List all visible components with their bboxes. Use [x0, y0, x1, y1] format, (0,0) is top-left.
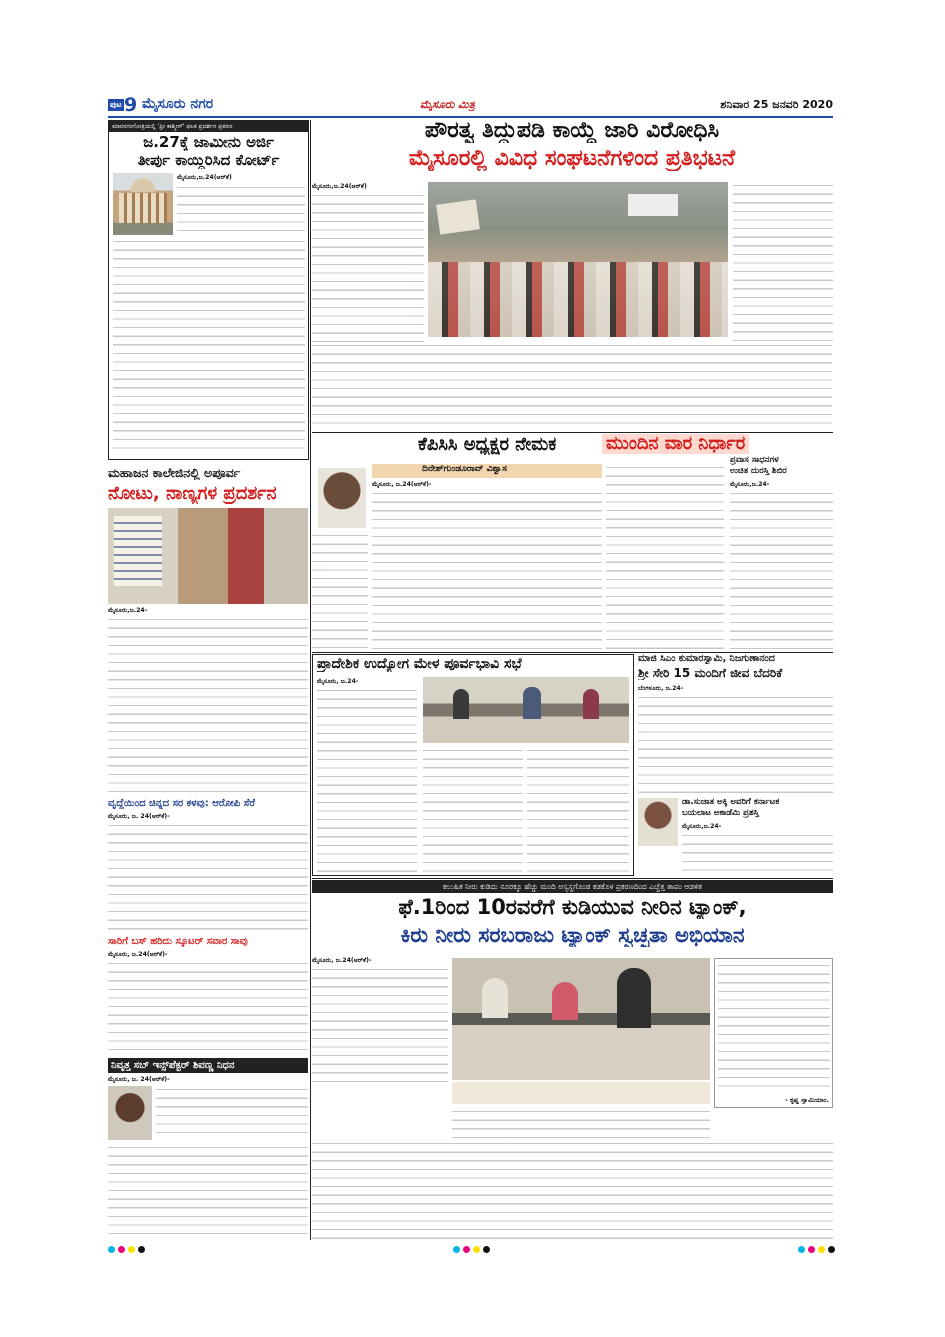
cm-dateline: ಬೆಂಗಳೂರು, ಜ.24-	[638, 685, 684, 692]
elderly-dateline: ಮೈಸೂರು, ಜ. 24(ಆರ್‌ಕೆ)-	[108, 813, 170, 820]
section-name: ಮೈಸೂರು ನಗರ	[142, 97, 214, 112]
kpcc-dateline: ಮೈಸೂರು, ಜ.24(ಆರ್‌ಕೆ)-	[372, 481, 432, 488]
registration-dot-magenta-3	[808, 1246, 815, 1253]
court-building-photo	[113, 173, 173, 235]
water-photo-caption-bar	[452, 1082, 710, 1104]
caa-headline-1: ಪೌರತ್ವ ತಿದ್ದುಪಡಿ ಕಾಯ್ದೆ ಜಾರಿ ವಿರೋಧಿಸಿ	[424, 119, 720, 143]
court-story	[108, 120, 309, 460]
caa-dateline: ಮೈಸೂರು,ಜ.24(ಆರ್‌ಕೆ)	[312, 183, 367, 190]
page-number: 9	[124, 95, 138, 116]
elderly-headline: ವೃದ್ಧೆಯಿಂದ ಚಿನ್ನದ ಸರ ಕಳವು: ಆರೋಪಿ ಸೆರೆ	[108, 798, 256, 809]
court-headline-1: ಜ.27ಕ್ಕೆ ಜಾಮೀನು ಅರ್ಜಿ	[143, 134, 274, 151]
court-headline-2: ತೀರ್ಪು ಕಾಯ್ದಿರಿಸಿದ ಕೋರ್ಟ್	[137, 152, 280, 169]
award-headline-1: ಡಾ.ಸುಜಾತ ಅಕ್ಕಿ ಅವರಿಗೆ ಕರ್ನಾಟಕ	[682, 798, 780, 807]
caa-body-bottom	[312, 342, 832, 430]
kpcc-portrait	[318, 468, 366, 528]
registration-dot-cyan	[108, 1246, 115, 1253]
kpcc-body-right	[606, 464, 724, 650]
obituary-headline: ನಿವೃತ್ತ ಸಬ್ ಇನ್ಸ್‌ಪೆಕ್ಟರ್ ಶಿವಣ್ಣ ನಿಧನ	[108, 1058, 308, 1073]
water-headline-1: ಫೆ.1ರಿಂದ 10ರವರೆಗೆ ಕುಡಿಯುವ ನೀರಿನ ಟ್ಯಾಂಕ್,	[398, 896, 747, 919]
accident-story	[108, 936, 308, 1056]
rule-mid	[312, 432, 833, 433]
cm-headline-1: ಮಾಜಿ ಸಿಎಂ ಕುಮಾರಸ್ವಾಮಿ, ನಿಜಗುಣಾನಂದ	[638, 654, 775, 664]
jobfair-headline: ಪ್ರಾದೇಶಿಕ ಉದ್ಯೋಗ ಮೇಳ ಪೂರ್ವಭಾವಿ ಸಭೆ	[317, 657, 522, 672]
accident-headline: ಸಾರಿಗೆ ಬಸ್ ಹರಿದು ಸ್ಕೂಟರ್ ಸವಾರ ಸಾವು	[108, 936, 248, 947]
kpcc-body-left	[312, 532, 368, 650]
award-box	[638, 798, 833, 876]
water-kicker-text: ಕಲುಷಿತ ನೀರು ಕುಡಿದು ನೂರಕ್ಕೂ ಹೆಚ್ಚು ಮಂದಿ ಅಸ್ವಸ್ಥಗೊಂಡ ಕಡಕೊಳ ಪ್ರಕರಣದಿಂದ ಎಚ್ಚೆತ್ತ ತಾಪಂ ಆಡಳಿತ	[442, 882, 703, 891]
kpcc-headline-box	[312, 434, 832, 458]
award-portrait	[638, 798, 678, 846]
elderly-story	[108, 798, 308, 934]
kpcc-quote-banner	[372, 464, 602, 478]
water-body-col1	[312, 966, 448, 1088]
registration-dot-black-3	[828, 1246, 835, 1253]
registration-dot-cyan-3	[798, 1246, 805, 1253]
rule-jobfair-top	[312, 652, 833, 653]
exhibition-photo	[108, 508, 308, 604]
registration-dot-yellow-2	[473, 1246, 480, 1253]
exhibition-headline-2: ನೋಟು, ನಾಣ್ಯಗಳ ಪ್ರದರ್ಶನ	[108, 484, 277, 504]
kpcc-body	[372, 490, 602, 650]
caa-protest-photo	[428, 182, 728, 337]
caa-body-col1	[312, 182, 424, 342]
jobfair-dateline: ಮೈಸೂರು, ಜ.24-	[317, 678, 359, 685]
obituary-portrait	[108, 1086, 152, 1140]
registration-dot-black-2	[483, 1246, 490, 1253]
transport-story	[730, 456, 833, 652]
exhibition-headline-1: ಮಹಾಜನ ಕಾಲೇಜಿನಲ್ಲಿ ಅಪೂರ್ವ	[108, 466, 241, 480]
exhibition-dateline: ಮೈಸೂರು,ಜ.24-	[108, 607, 148, 614]
registration-dot-black	[138, 1246, 145, 1253]
cm-story	[638, 654, 833, 876]
transport-headline-2: ಉಚಿತ ದುರಸ್ತಿ ಶಿಬಿರ	[730, 467, 787, 476]
water-dateline: ಮೈಸೂರು, ಜ.24(ಆರ್‌ಕೆ)-	[312, 957, 372, 964]
registration-dot-cyan-2	[453, 1246, 460, 1253]
registration-dot-magenta	[118, 1246, 125, 1253]
exhibition-story	[108, 466, 308, 796]
court-dateline: ಮೈಸೂರು,ಜ.24(ಆರ್‌ಕೆ)	[177, 174, 232, 181]
water-kicker	[312, 880, 833, 893]
kpcc-headline-1: ಕೆಪಿಸಿಸಿ ಅಧ್ಯಕ್ಷರ ನೇಮಕ	[418, 435, 557, 455]
rule-left	[310, 120, 311, 1240]
water-headline-2: ಕಿರು ನೀರು ಸರಬರಾಜು ಟ್ಯಾಂಕ್ ಸ್ವಚ್ಛತಾ ಅಭಿಯಾನ	[400, 924, 745, 947]
obituary-story	[108, 1058, 308, 1242]
cm-headline-2: ಶ್ರೀ ಸೇರಿ 15 ಮಂದಿಗೆ ಜೀವ ಬೆದರಿಕೆ	[638, 667, 783, 680]
rule-water-top	[312, 878, 833, 879]
transport-headline-1: ಪ್ರವಾಸ ಸಾಧನಗಳ	[730, 456, 779, 465]
court-kicker-text: ಮಾನಸಗಂಗೋತ್ರಿಯಲ್ಲಿ 'ಫ್ರೀ ಕಾಶ್ಮೀರ್' ಫಲಕ ಪ್ರದರ್ಶನ ಪ್ರಕರಣ	[112, 123, 233, 130]
page-header	[108, 96, 833, 118]
masthead: ಮೈಸೂರು ಮಿತ್ರ	[420, 99, 475, 111]
accident-dateline: ಮೈಸೂರು, ಜ.24(ಆರ್‌ಕೆ)-	[108, 951, 168, 958]
caa-body-right	[733, 182, 833, 342]
registration-dot-yellow	[128, 1246, 135, 1253]
page-label: ಪುಟ	[110, 100, 122, 109]
caa-headline-2: ಮೈಸೂರಲ್ಲಿ ವಿವಿಧ ಸಂಘಟನೆಗಳಿಂದ ಪ್ರತಿಭಟನೆ	[408, 147, 736, 171]
court-kicker	[109, 121, 308, 132]
court-body-right	[177, 184, 305, 236]
registration-dot-yellow-3	[818, 1246, 825, 1253]
water-body-bottom	[312, 1140, 833, 1240]
award-headline-2: ಬಯಲಾಟ ಅಕಾಡೆಮಿ ಪ್ರಶಸ್ತಿ	[682, 809, 759, 818]
award-dateline: ಮೈಸೂರು,ಜ.24-	[682, 823, 722, 830]
kpcc-headline-2: ಮುಂದಿನ ವಾರ ನಿರ್ಧಾರ	[602, 434, 749, 454]
water-meeting-photo	[452, 958, 710, 1080]
court-body	[113, 238, 305, 456]
transport-dateline: ಮೈಸೂರು,ಜ.24-	[730, 481, 770, 488]
registration-marks	[108, 1245, 833, 1255]
water-body-mid	[452, 1108, 710, 1138]
jobfair-story	[312, 654, 634, 876]
issue-date: ಶನಿವಾರ 25 ಜನವರಿ 2020	[720, 99, 833, 111]
water-quote-signature: - ಕೃಷ್ಣ ಸ್ವಾಮಿಯಾಂ.	[785, 1096, 829, 1104]
water-quote-box	[714, 958, 833, 1108]
kpcc-quote-label: ದಿನೇಶ್‌ಗುಂಡೂರಾವ್ ವಿಶ್ವಾಸ	[422, 465, 507, 474]
obituary-dateline: ಮೈಸೂರು, ಜ. 24(ಆರ್‌ಕೆ)-	[108, 1076, 170, 1083]
registration-dot-magenta-2	[463, 1246, 470, 1253]
jobfair-meeting-photo	[423, 677, 629, 743]
